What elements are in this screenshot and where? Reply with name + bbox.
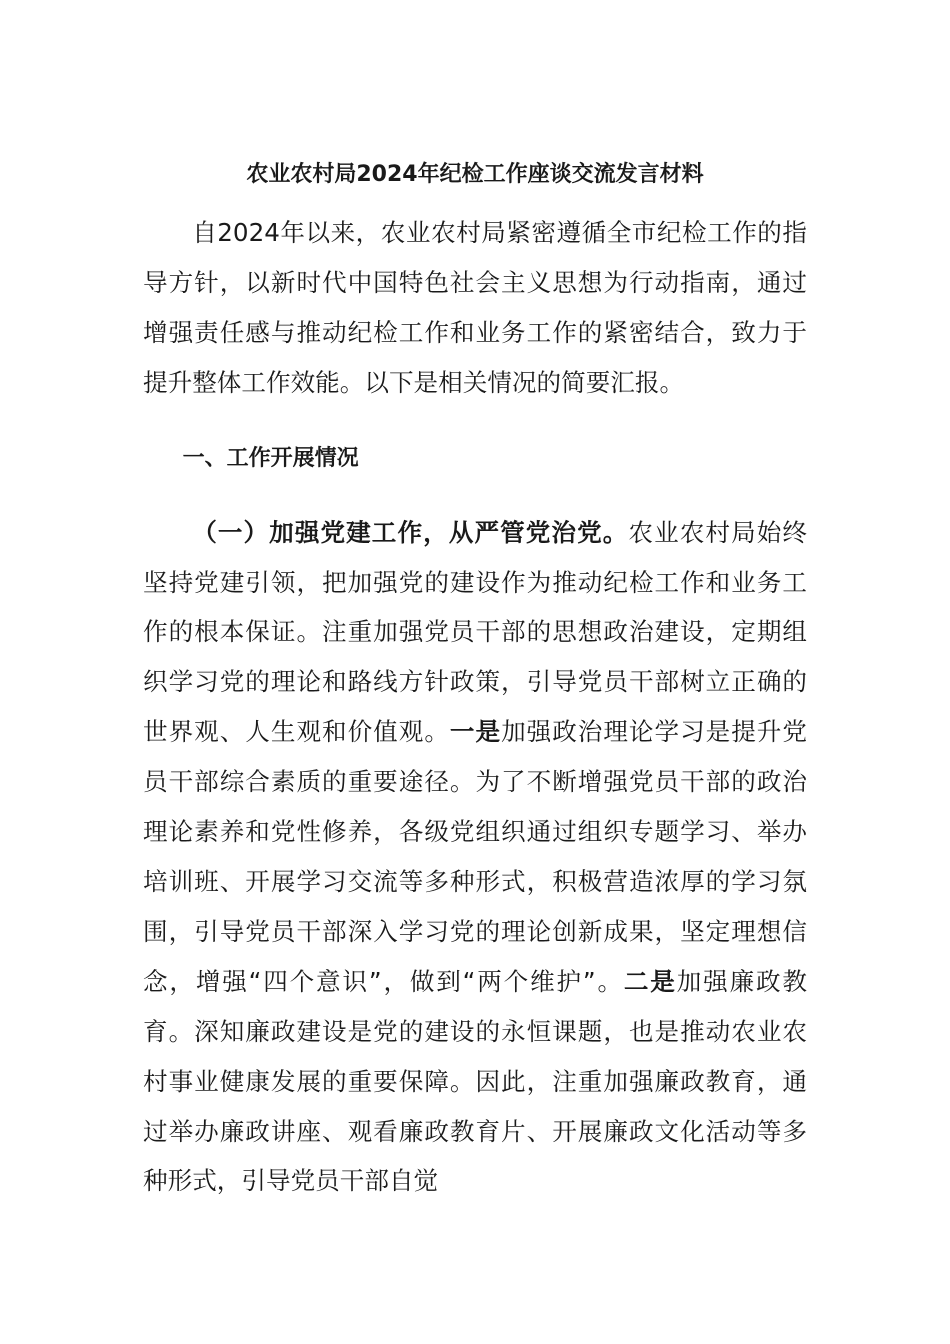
subsection-paragraph	[143, 508, 807, 1207]
intro-paragraph: 自2024年以来，农业农村局紧密遵循全市纪检工作的指导方针，以新时代中国特色社会主义思想为行动指南，通过增强责任感与推动纪检工作和业务工作的紧密结合，致力于提升整体工作效能。以下是相关情况的简要汇报。	[143, 218, 807, 397]
marker-first: 一是	[449, 717, 502, 747]
document-body	[143, 150, 807, 1206]
subsection-text-2: 加强政治理论学习是提升党员干部综合素质的重要途径。为了不断增强党员干部的政治理论素养和党性修养，各级党组织通过组织专题学习、举办培训班、开展学习交流等多种形式，积极营造浓厚的学习氛围，引导党员干部深入学习党的理论创新成果，坚定理想信念，增强“四个意识”，做到“两个维护”。	[143, 717, 807, 996]
marker-second: 二是	[623, 966, 677, 996]
subsection-lead: （一）加强党建工作，从严管党治党。	[192, 517, 629, 547]
subsection-text-3: 加强廉政教育。深知廉政建设是党的建设的永恒课题，也是推动农业农村事业健康发展的重要保障。因此，注重加强廉政教育，通过举办廉政讲座、观看廉政教育片、开展廉政文化活动等多种形式，引导党员干部自觉	[143, 966, 807, 1196]
document-title: 农业农村局2024年纪检工作座谈交流发言材料	[246, 162, 704, 187]
subsection-text-1: 农业农村局始终坚持党建引领，把加强党的建设作为推动纪检工作和业务工作的根本保证。注重加强党员干部的思想政治建设，定期组织学习党的理论和路线方针政策，引导党员干部树立正确的世界观、人生观和价值观。	[143, 517, 807, 747]
section-heading: 一、工作开展情况	[182, 445, 359, 471]
